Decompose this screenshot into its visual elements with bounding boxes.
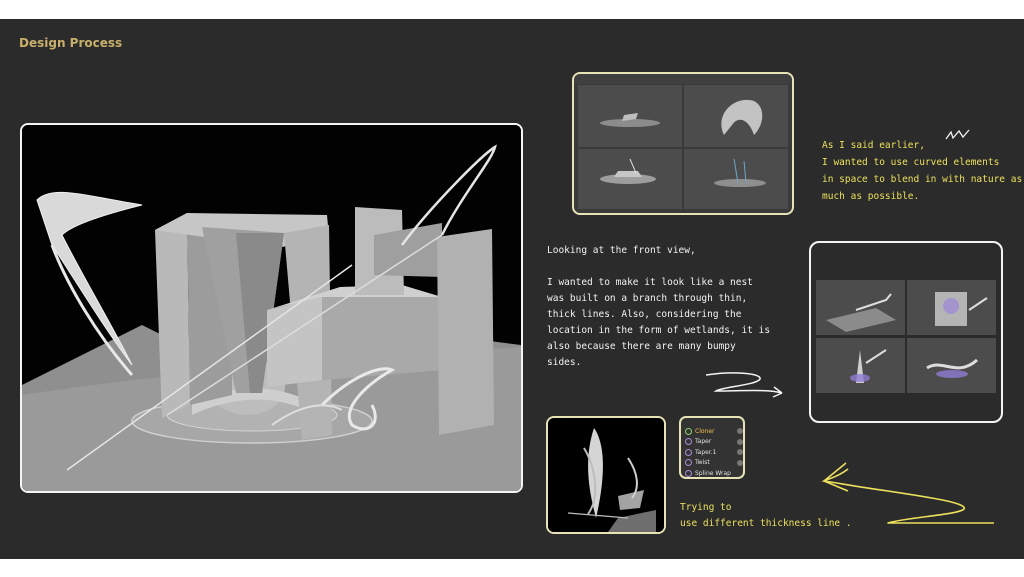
modifier-label: Cloner <box>695 427 715 435</box>
design-board <box>0 19 1024 559</box>
toggle-dot-icon[interactable] <box>737 439 743 445</box>
note-line: sides. <box>547 357 582 368</box>
arrow-left-scribble <box>818 457 998 527</box>
modifier-panel <box>679 416 745 479</box>
note-line: much as possible. <box>822 191 920 202</box>
note-line: also because there are many bumpy <box>547 341 736 352</box>
viewport-collage-right <box>809 241 1003 423</box>
twist-icon <box>685 459 692 466</box>
note-line: in space to blend in with nature as <box>822 174 1023 185</box>
note-heading: Looking at the front view, <box>547 245 696 256</box>
modifier-item-twist[interactable] <box>685 458 743 469</box>
arrow-right-scribble <box>702 369 786 401</box>
main-render-frame <box>20 123 523 493</box>
note-front-view <box>547 243 770 371</box>
modifier-item-spline-wrap[interactable] <box>685 468 743 479</box>
modifier-label: Taper.1 <box>695 448 717 456</box>
toggle-dot-icon[interactable] <box>737 449 743 455</box>
main-render-image <box>22 125 521 491</box>
toggle-dot-icon[interactable] <box>737 460 743 466</box>
modifier-label: Twist <box>695 459 710 467</box>
modifier-item-taper-1[interactable] <box>685 447 743 458</box>
viewport-collage-top <box>572 72 794 215</box>
scribble-mark <box>943 127 973 143</box>
cloner-icon <box>685 428 692 435</box>
taper-icon <box>685 438 692 445</box>
modifier-item-cloner[interactable] <box>685 426 743 437</box>
note-line: Trying to <box>680 502 732 513</box>
note-line: location in the form of wetlands, it is <box>547 325 771 336</box>
modifier-item-taper[interactable] <box>685 437 743 448</box>
modifier-label: Taper <box>695 438 712 446</box>
modifier-label: Spline Wrap <box>695 469 731 477</box>
closeup-render-image <box>548 418 664 532</box>
note-line: As I said earlier, <box>822 140 925 151</box>
note-line: I wanted to make it look like a nest <box>547 277 753 288</box>
toggle-dot-icon[interactable] <box>737 428 743 434</box>
closeup-render-frame <box>546 416 666 534</box>
spline-wrap-icon <box>685 470 692 477</box>
note-line: thick lines. Also, considering the <box>547 309 742 320</box>
note-line: I wanted to use curved elements <box>822 157 1000 168</box>
note-curved-elements <box>822 137 1022 205</box>
section-title: Design Process <box>19 36 123 50</box>
note-line: use different thickness line . <box>680 518 852 529</box>
taper-icon <box>685 449 692 456</box>
note-line: was built on a branch through thin, <box>547 293 748 304</box>
